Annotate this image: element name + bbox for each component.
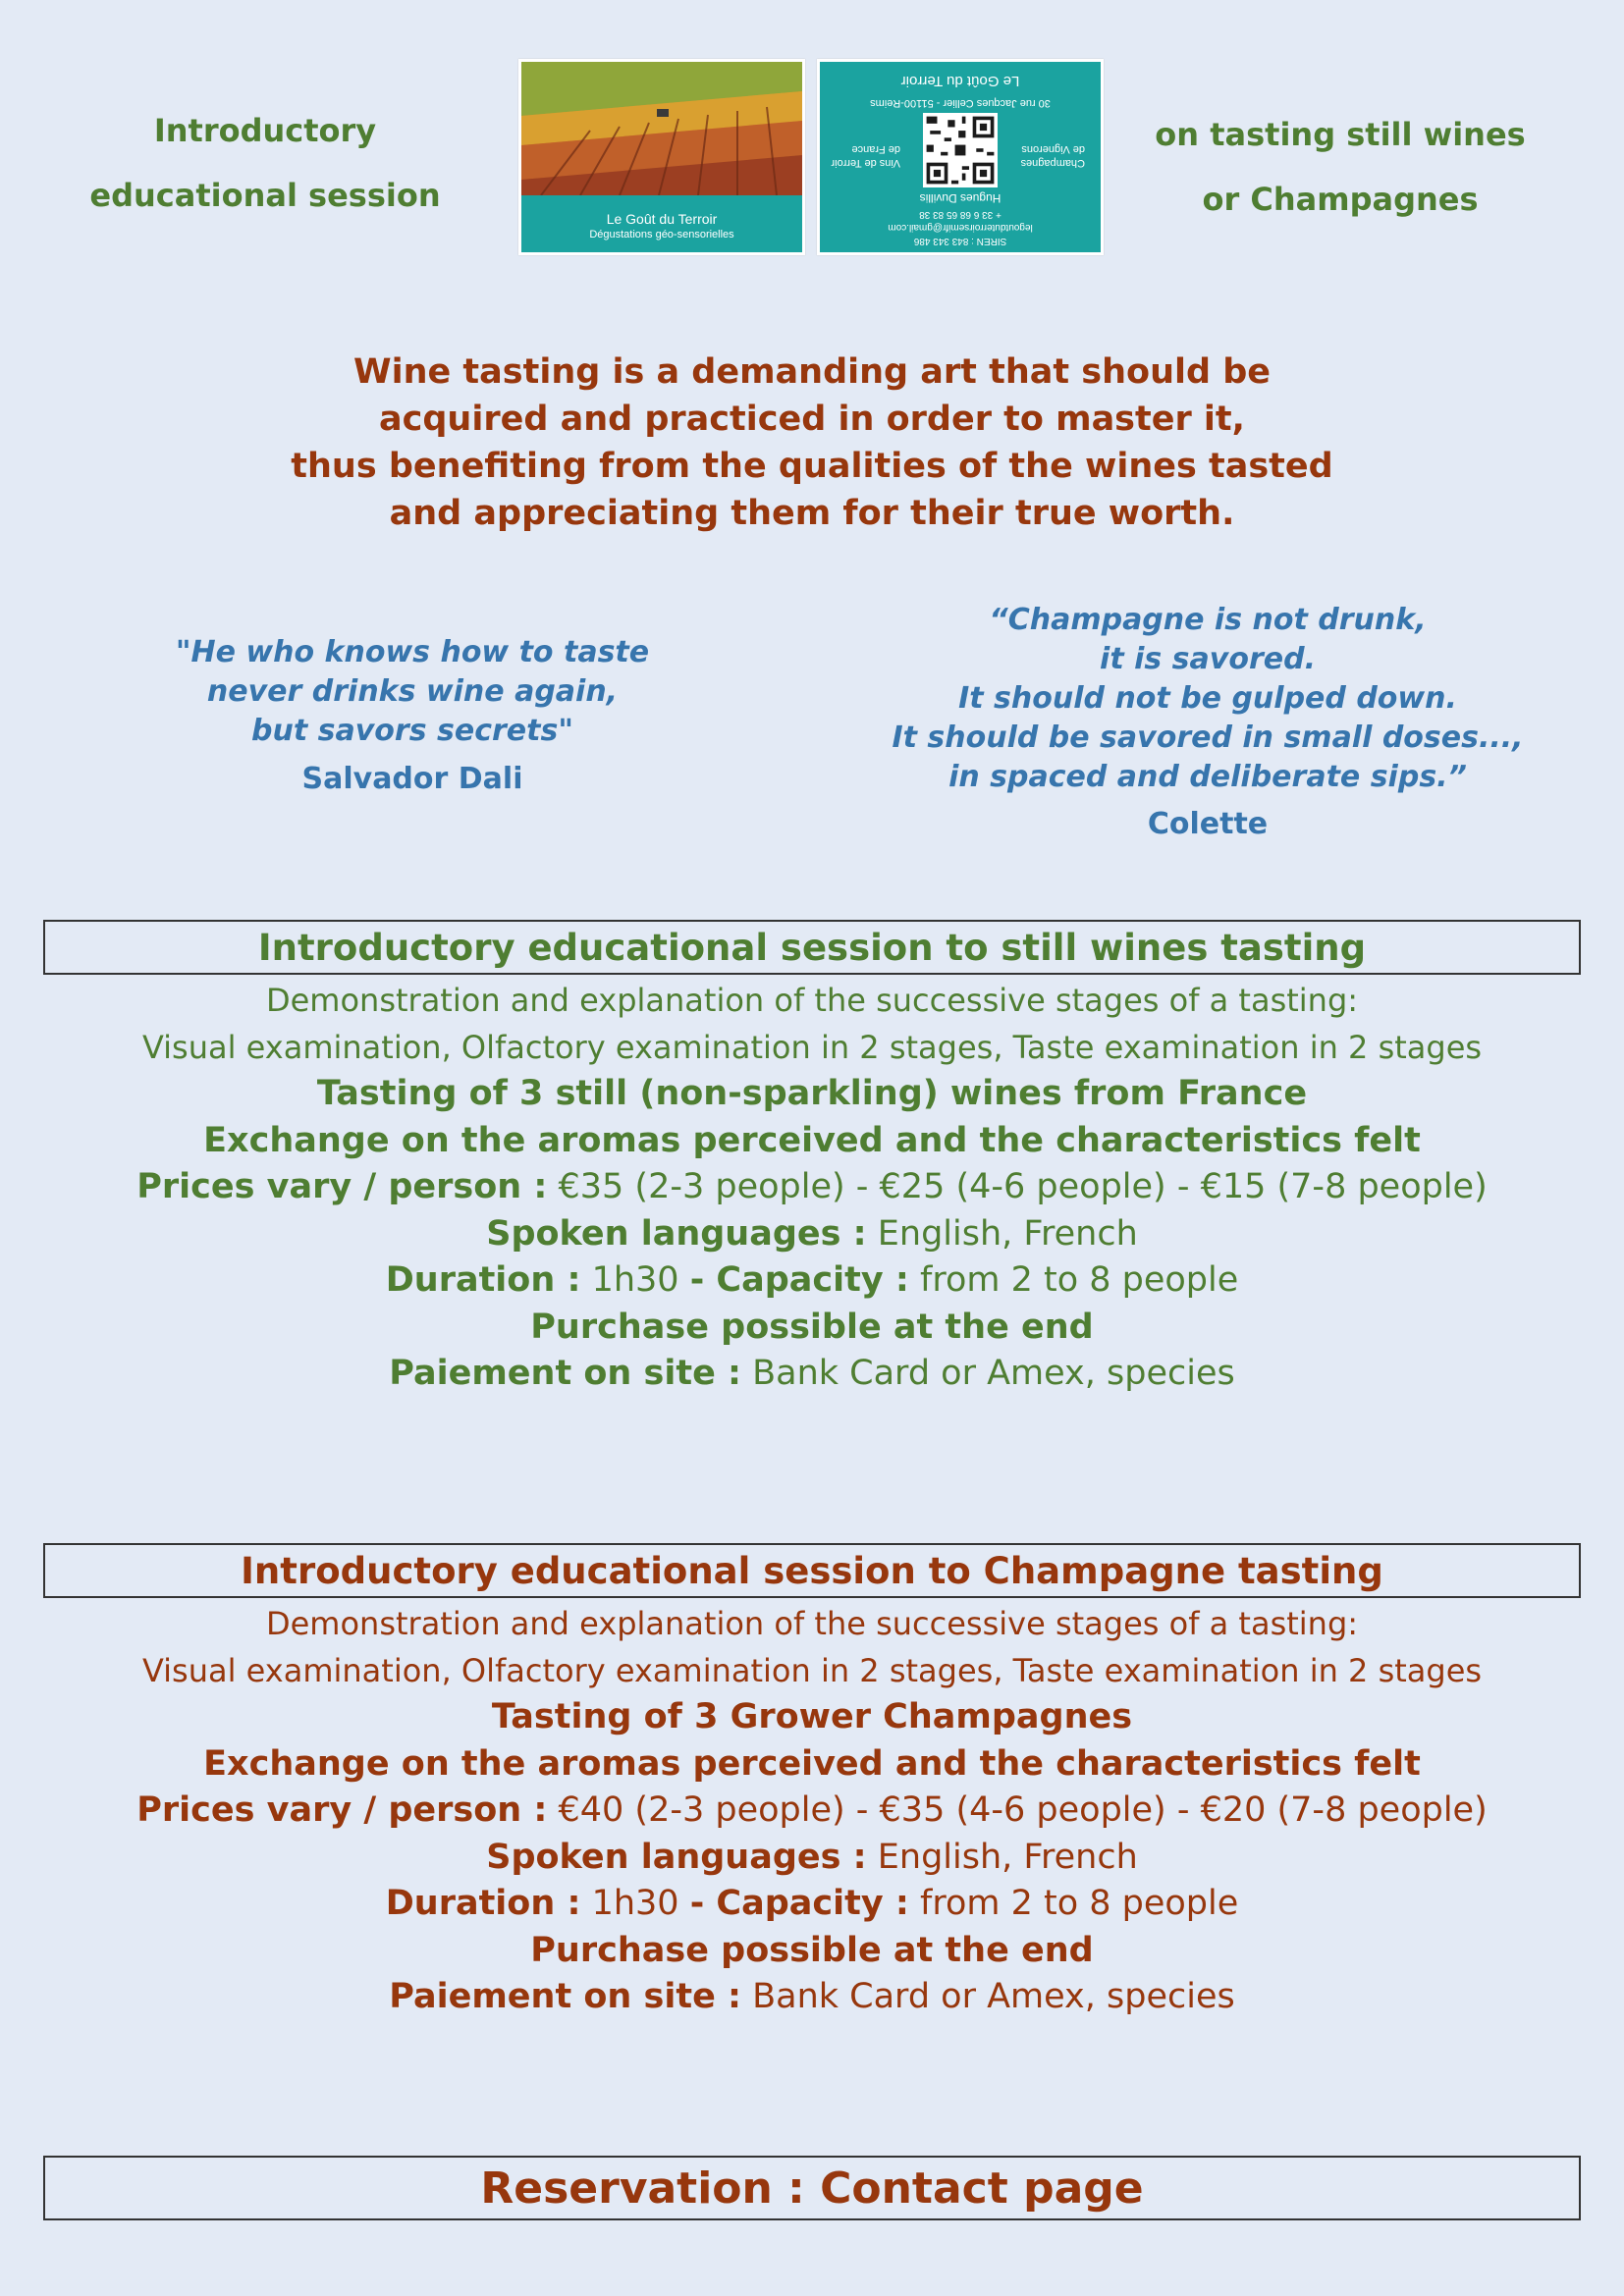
card-front-title: Le Goût du Terroir: [606, 211, 718, 227]
exchange-text: Exchange on the aromas perceived and the characteristics felt: [203, 1743, 1421, 1784]
card-back-rotated-content: [820, 62, 1101, 252]
quote-line: "He who knows how to taste: [175, 635, 650, 669]
header-right: [1119, 102, 1561, 232]
card-back-address: 30 rue Jacques Cellier - 51100-Reims: [870, 97, 1051, 109]
tasting-text: Tasting of 3 Grower Champagnes: [491, 1697, 1133, 1736]
header-left-line1: Introductory: [153, 112, 377, 149]
header-right-line2: or Champagnes: [1202, 181, 1479, 218]
quote-line: but savors secrets": [251, 714, 573, 748]
duration-value: 1h30: [580, 1260, 690, 1300]
card-back-right-line2: de France: [851, 143, 900, 155]
intro-line: acquired and practiced in order to master it,: [379, 400, 1245, 439]
prices-label: Prices vary / person :: [136, 1167, 548, 1206]
prices-row: [0, 1164, 1624, 1211]
capacity-label: - Capacity :: [689, 1260, 909, 1300]
still-wines-details: [0, 978, 1624, 1398]
payment-value: Bank Card or Amex, species: [741, 1977, 1235, 2016]
card-back-siren: SIREN : 843 343 486: [913, 236, 1007, 246]
still-wines-title-box: [43, 920, 1581, 975]
purchase-text: Purchase possible at the end: [530, 1307, 1094, 1347]
purchase-text: Purchase possible at the end: [530, 1930, 1094, 1970]
card-back-name: Hugues Duvillis: [919, 191, 1001, 205]
qr-code-icon: [923, 113, 998, 187]
payment-label: Paiement on site :: [389, 1977, 741, 2016]
reservation-box[interactable]: [43, 2156, 1581, 2220]
business-card-back: [817, 59, 1104, 255]
header-left-line2: educational session: [89, 177, 441, 214]
stages-text: Visual examination, Olfactory examination in 2 stages, Taste examination in 2 stages: [141, 1651, 1483, 1689]
capacity-value: from 2 to 8 people: [908, 1260, 1239, 1300]
quote-dali: [128, 633, 697, 751]
header-left: [59, 98, 471, 228]
quote-line: it is savored.: [1100, 642, 1316, 676]
intro-line: and appreciating them for their true worth.: [389, 494, 1235, 533]
quote-line: “Champagne is not drunk,: [989, 603, 1427, 637]
duration-label: Duration :: [385, 1884, 581, 1923]
stages-text: Visual examination, Olfactory examination in 2 stages, Taste examination in 2 stages: [141, 1028, 1483, 1066]
card-back-right-line1: Vins de Terroir: [831, 157, 900, 169]
quote-colette-author: Colette: [1147, 807, 1269, 841]
reservation-link[interactable]: Reservation : Contact page: [480, 2163, 1144, 2214]
exchange-text: Exchange on the aromas perceived and the characteristics felt: [203, 1120, 1421, 1160]
demo-text: Demonstration and explanation of the successive stages of a tasting:: [265, 1605, 1359, 1642]
still-wines-title: Introductory educational session to still wines tasting: [257, 926, 1367, 969]
quote-line: It should be savored in small doses...,: [892, 721, 1524, 755]
languages-row: [0, 1211, 1624, 1258]
card-back-left-line2: de Vignerons: [1021, 143, 1085, 155]
card-front-text: [521, 201, 802, 240]
duration-value: 1h30: [580, 1884, 690, 1923]
card-back-left-line1: Champagnes: [1020, 157, 1085, 169]
intro-line: Wine tasting is a demanding art that should be: [352, 352, 1272, 392]
business-card-front: [518, 59, 805, 255]
champagne-details: [0, 1601, 1624, 2021]
duration-label: Duration :: [385, 1260, 581, 1300]
languages-value: English, French: [866, 1837, 1138, 1877]
card-back-email: legoutduterroirsemifr@gmail.com: [888, 222, 1033, 233]
languages-label: Spoken languages :: [486, 1213, 867, 1254]
capacity-label: - Capacity :: [689, 1884, 909, 1923]
tasting-text: Tasting of 3 still (non-sparkling) wines from France: [316, 1074, 1308, 1113]
demo-text: Demonstration and explanation of the successive stages of a tasting:: [265, 982, 1359, 1019]
prices-label: Prices vary / person :: [136, 1790, 548, 1830]
languages-label: Spoken languages :: [486, 1837, 867, 1877]
quote-line: never drinks wine again,: [206, 674, 619, 709]
quote-dali-author: Salvador Dali: [301, 762, 523, 796]
champagne-title-box: [43, 1543, 1581, 1598]
vineyard-photo: [521, 62, 802, 195]
quote-line: in spaced and deliberate sips.”: [948, 760, 1467, 794]
languages-value: English, French: [866, 1213, 1138, 1254]
card-back-left-text: [1021, 142, 1085, 170]
payment-label: Paiement on site :: [389, 1354, 741, 1393]
intro-statement: [0, 348, 1624, 537]
champagne-title: Introductory educational session to Champagne tasting: [241, 1549, 1383, 1592]
card-front-subtitle: Dégustations géo-sensorielles: [589, 229, 734, 240]
card-back-right-text: [831, 142, 900, 170]
payment-value: Bank Card or Amex, species: [741, 1354, 1235, 1393]
languages-row: [0, 1835, 1624, 1882]
card-back-phone: + 33 6 68 65 83 38: [919, 209, 1001, 220]
quote-line: It should not be gulped down.: [958, 681, 1457, 716]
payment-row: [0, 1351, 1624, 1398]
header-right-line1: on tasting still wines: [1155, 116, 1526, 153]
prices-value: €35 (2-3 people) - €25 (4-6 people) - €15 (7-8 people): [547, 1167, 1488, 1206]
card-back-title: Le Goût du Terroir: [900, 73, 1020, 89]
duration-row: [0, 1881, 1624, 1928]
prices-row: [0, 1788, 1624, 1835]
quote-colette: [854, 601, 1561, 797]
duration-row: [0, 1257, 1624, 1305]
capacity-value: from 2 to 8 people: [908, 1884, 1239, 1923]
prices-value: €40 (2-3 people) - €35 (4-6 people) - €20 (7-8 people): [547, 1790, 1488, 1830]
payment-row: [0, 1974, 1624, 2021]
intro-line: thus benefiting from the qualities of the wines tasted: [291, 447, 1333, 486]
